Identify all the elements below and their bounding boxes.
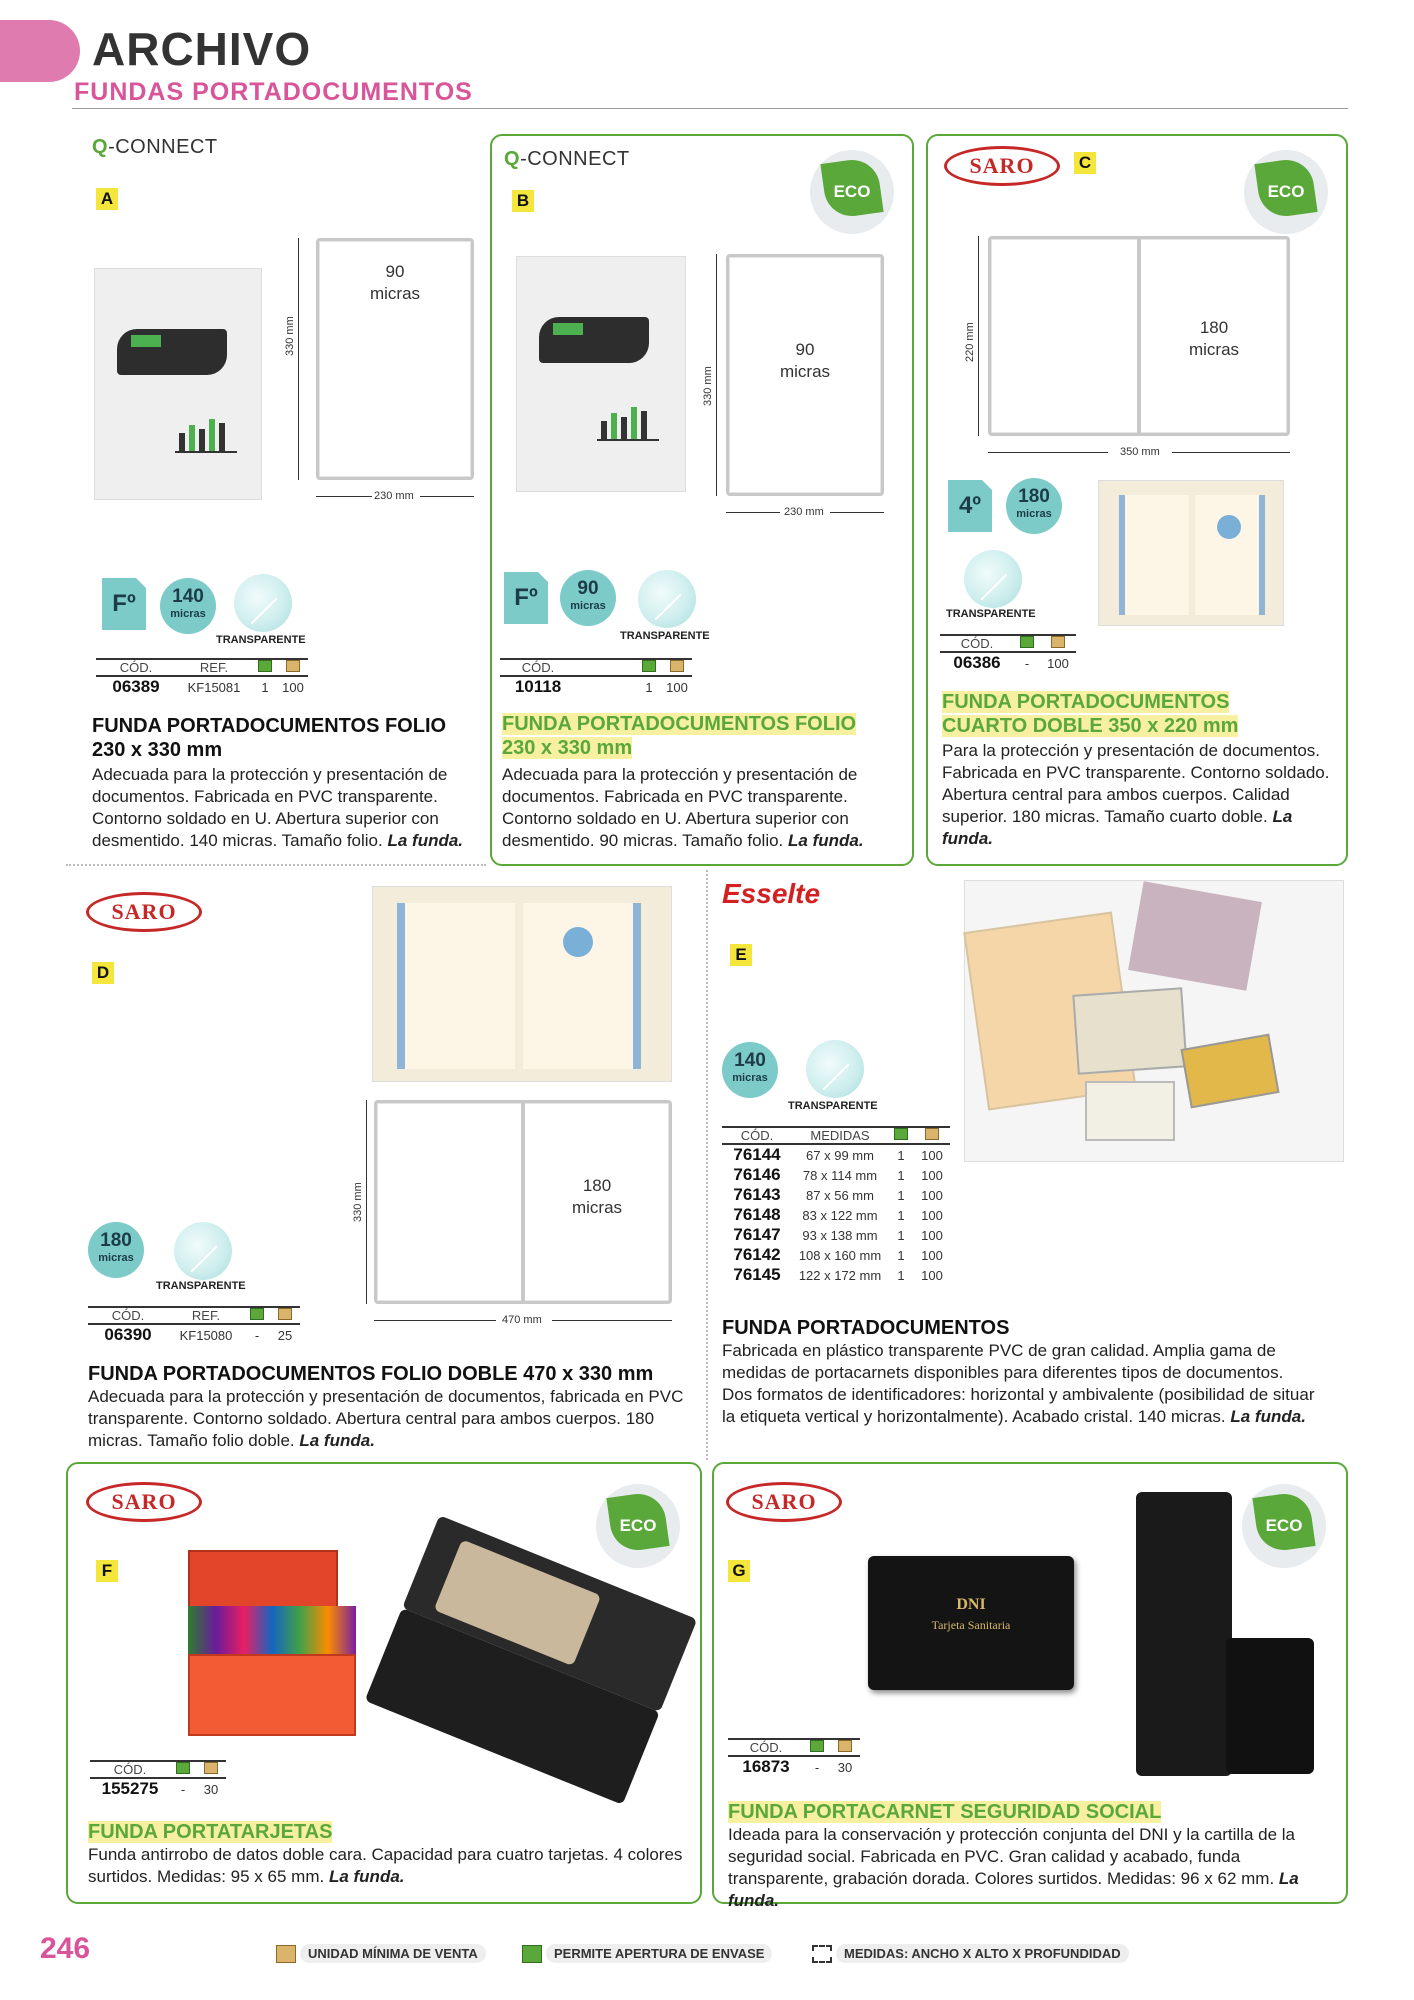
esselte-logo: Esselte bbox=[722, 878, 821, 909]
box-icon bbox=[204, 1762, 218, 1774]
format-badge: 4º bbox=[948, 480, 992, 532]
table-row: 76144 67 x 99 mm 1 100 bbox=[733, 1145, 943, 1164]
product-f-desc: Funda antirrobo de datos doble cara. Capacidad para cuatro tarjetas. 4 colores surtidos. Medidas: 95 x 65 mm. La funda. bbox=[88, 1845, 683, 1886]
eco-icon: ECO bbox=[1242, 1484, 1326, 1568]
dimension-line bbox=[552, 1320, 672, 1321]
dni-imprint: DNI bbox=[956, 1596, 986, 1613]
product-f-letter: F bbox=[96, 1560, 118, 1582]
transparent-label: TRANSPARENTE bbox=[788, 1100, 878, 1112]
product-a-title: FUNDA PORTADOCUMENTOS FOLIO 230 x 330 mm bbox=[92, 715, 447, 761]
transparent-label: TRANSPARENTE bbox=[216, 634, 306, 646]
dimension-line bbox=[316, 496, 372, 497]
open-box-icon bbox=[258, 660, 272, 672]
sheet-label: 90 micras bbox=[369, 262, 421, 303]
dimension-width: 230 mm bbox=[784, 506, 824, 518]
sheet-label: 90 micras bbox=[779, 340, 831, 381]
product-b-sheet bbox=[726, 254, 884, 496]
product-e-letter: E bbox=[730, 944, 752, 966]
product-g-letter: G bbox=[728, 1560, 750, 1582]
transparent-icon bbox=[234, 574, 292, 632]
open-box-icon bbox=[1020, 636, 1034, 648]
map-label bbox=[553, 323, 583, 335]
dimension-height: 220 mm bbox=[964, 322, 976, 362]
product-b-photo bbox=[516, 256, 686, 492]
divider-dotted bbox=[66, 864, 486, 866]
transparent-icon bbox=[806, 1040, 864, 1098]
transparent-icon bbox=[638, 570, 696, 628]
product-e-desc: Fabricada en plástico transparente PVC de gran calidad. Amplia gama de medidas de portacarnets disponibles para diferentes tipos de documentos. Dos formatos de identificadores: horizontal y ambivalente (posibilidad de situar la etiqueta vertical y horizontalmente). Acabado cristal. 140 micras. La funda. bbox=[722, 1341, 1315, 1426]
page-title: ARCHIVO bbox=[92, 23, 312, 75]
qconnect-logo: Q-CONNECT bbox=[92, 136, 218, 158]
product-g-closed-photo bbox=[868, 1556, 1074, 1690]
product-e-title: FUNDA PORTADOCUMENTOS bbox=[722, 1317, 1010, 1339]
product-g-title: FUNDA PORTACARNET SEGURIDAD SOCIAL bbox=[728, 1801, 1162, 1823]
open-box-icon bbox=[176, 1762, 190, 1774]
transparent-label: TRANSPARENTE bbox=[620, 630, 710, 642]
product-b-letter: B bbox=[512, 190, 534, 212]
page-number: 246 bbox=[40, 1932, 91, 1965]
product-d-letter: D bbox=[92, 962, 114, 984]
product-a-photo bbox=[94, 268, 262, 500]
product-g-desc: Ideada para la conservación y protección conjunta del DNI y la cartilla de la seguridad social. Fabricada en PVC. Gran calidad y acabado, funda transparente, grabación dorada. Colores surtidos. Medidas: 96 x 62 mm. La funda. bbox=[728, 1825, 1299, 1910]
saro-logo: SARO bbox=[726, 1482, 842, 1522]
table-row: 76147 93 x 138 mm 1 100 bbox=[733, 1225, 943, 1244]
format-badge: Fº bbox=[102, 578, 146, 630]
transparent-label: TRANSPARENTE bbox=[946, 608, 1036, 620]
dimension-line bbox=[726, 512, 780, 513]
product-g-table: CÓD. 16873 - 30 bbox=[728, 1738, 860, 1777]
saro-logo: SARO bbox=[86, 1482, 202, 1522]
product-b-title: FUNDA PORTADOCUMENTOS FOLIO 230 x 330 mm bbox=[502, 713, 857, 759]
bar-graphic bbox=[597, 397, 659, 441]
eco-icon: ECO bbox=[810, 150, 894, 234]
product-e-table: CÓD. MEDIDAS 76144 67 x 99 mm 1 100 76146 78 x 114 mm 1 100 76143 87 x 56 mm 1 100 76148 83 x 122 mm 1 100 76147 93 x 138 mm 1 100 76142 108 x 160 mm 1 100 76145 122 x 172 mm 1 100 bbox=[722, 1126, 950, 1285]
legend-measures: MEDIDAS: ANCHO X ALTO X PROFUNDIDAD bbox=[812, 1944, 1129, 1963]
dimension-line bbox=[298, 238, 299, 480]
dimension-line bbox=[1172, 452, 1290, 453]
divider-dotted bbox=[706, 870, 708, 1460]
product-a-letter: A bbox=[96, 188, 118, 210]
open-box-icon bbox=[810, 1740, 824, 1752]
micras-badge: 140 micras bbox=[722, 1042, 778, 1098]
box-icon bbox=[286, 660, 300, 672]
table-row: 76148 83 x 122 mm 1 100 bbox=[733, 1205, 943, 1224]
dimension-height: 330 mm bbox=[284, 316, 296, 356]
table-row: 76143 87 x 56 mm 1 100 bbox=[733, 1185, 943, 1204]
saro-logo: SARO bbox=[944, 146, 1060, 186]
open-box-icon bbox=[642, 660, 656, 672]
dimension-line bbox=[716, 254, 717, 496]
box-icon bbox=[1051, 636, 1065, 648]
dimension-width: 350 mm bbox=[1120, 446, 1160, 458]
dimension-line bbox=[988, 452, 1108, 453]
table-row: 76145 122 x 172 mm 1 100 bbox=[733, 1265, 943, 1284]
dimension-line bbox=[830, 512, 884, 513]
box-icon bbox=[278, 1308, 292, 1320]
product-d-sheet bbox=[374, 1100, 672, 1304]
micras-badge: 180 micras bbox=[1006, 478, 1062, 534]
legend-open: PERMITE APERTURA DE ENVASE bbox=[522, 1944, 772, 1963]
dimension-line bbox=[374, 1320, 496, 1321]
product-f-display-photo bbox=[188, 1550, 356, 1740]
page-subtitle: FUNDAS PORTADOCUMENTOS bbox=[74, 78, 473, 106]
transparent-icon bbox=[174, 1222, 232, 1280]
product-e-photo bbox=[964, 880, 1344, 1162]
open-box-icon bbox=[250, 1308, 264, 1320]
dimension-line bbox=[978, 236, 979, 436]
product-c-sheet bbox=[988, 236, 1290, 436]
product-a-desc: Adecuada para la protección y presentación de documentos. Fabricada en PVC transparente. Contorno soldado en U. Abertura superior con desmentido. 140 micras. Tamaño folio. La funda. bbox=[92, 765, 464, 850]
product-c-table: CÓD. 06386 - 100 bbox=[940, 634, 1076, 673]
product-f-title: FUNDA PORTATARJETAS bbox=[88, 1821, 333, 1843]
eco-icon: ECO bbox=[1244, 150, 1328, 234]
saro-logo: SARO bbox=[86, 892, 202, 932]
eco-icon: ECO bbox=[596, 1484, 680, 1568]
product-c-desc: Para la protección y presentación de documentos. Fabricada en PVC transparente. Contorno soldado. Abertura central para ambos cuerpos. Calidad superior. 180 micras. Tamaño cuarto doble. La funda. bbox=[942, 741, 1330, 848]
dimension-width: 470 mm bbox=[502, 1314, 542, 1326]
measure-icon bbox=[812, 1945, 832, 1963]
sheet-label: 180 micras bbox=[571, 1176, 623, 1217]
bar-graphic bbox=[175, 409, 237, 453]
open-box-icon bbox=[894, 1128, 908, 1140]
box-icon bbox=[276, 1945, 296, 1963]
micras-badge: 180 micras bbox=[88, 1222, 144, 1278]
table-row: 76146 78 x 114 mm 1 100 bbox=[733, 1165, 943, 1184]
product-d-desc: Adecuada para la protección y presentación de documentos, fabricada en PVC transparente. Contorno soldado. Abertura central para ambos cuerpos. 180 micras. Tamaño folio doble. La funda. bbox=[88, 1387, 684, 1450]
product-a-sheet bbox=[316, 238, 474, 480]
qconnect-logo: Q-CONNECT bbox=[504, 148, 630, 170]
transparent-label: TRANSPARENTE bbox=[156, 1280, 246, 1292]
dimension-height: 330 mm bbox=[352, 1182, 364, 1222]
product-d-title: FUNDA PORTADOCUMENTOS FOLIO DOBLE 470 x 330 mm bbox=[88, 1363, 654, 1385]
product-a-table: CÓD. REF. 06389 KF15081 1 100 bbox=[96, 658, 308, 697]
micras-badge: 90 micras bbox=[560, 570, 616, 626]
product-f-table: CÓD. 155275 - 30 bbox=[90, 1760, 226, 1799]
product-d-photo bbox=[372, 886, 672, 1082]
dimension-line bbox=[366, 1100, 367, 1304]
product-c-title: FUNDA PORTADOCUMENTOS CUARTO DOBLE 350 x 220 mm bbox=[942, 691, 1239, 737]
legend-unit: UNIDAD MÍNIMA DE VENTA bbox=[276, 1944, 486, 1963]
product-c-photo bbox=[1098, 480, 1284, 626]
product-g-open-photo bbox=[1136, 1492, 1232, 1776]
product-b-desc: Adecuada para la protección y presentación de documentos. Fabricada en PVC transparente. Contorno soldado en U. Abertura superior con desmentido. 90 micras. Tamaño folio. La funda. bbox=[502, 765, 864, 850]
dimension-height: 330 mm bbox=[702, 366, 714, 406]
product-g-open-photo-flap bbox=[1226, 1638, 1314, 1774]
tarjeta-imprint: Tarjeta Sanitaria bbox=[931, 1618, 1011, 1632]
dimension-line bbox=[420, 496, 474, 497]
header-divider bbox=[72, 108, 1348, 109]
transparent-icon bbox=[964, 550, 1022, 608]
box-icon bbox=[670, 660, 684, 672]
map-label bbox=[131, 335, 161, 347]
dimension-width: 230 mm bbox=[374, 490, 414, 502]
open-box-icon bbox=[522, 1945, 542, 1963]
section-tab bbox=[0, 20, 80, 82]
box-icon bbox=[925, 1128, 939, 1140]
format-badge: Fº bbox=[504, 572, 548, 624]
box-icon bbox=[838, 1740, 852, 1752]
sheet-label: 180 micras bbox=[1188, 318, 1240, 359]
table-row: 76142 108 x 160 mm 1 100 bbox=[733, 1245, 943, 1264]
micras-badge: 140 micras bbox=[160, 578, 216, 634]
product-d-table: CÓD. REF. 06390 KF15080 - 25 bbox=[88, 1306, 300, 1345]
product-b-table: CÓD. 10118 1 100 bbox=[500, 658, 692, 697]
product-c-letter: C bbox=[1074, 152, 1096, 174]
